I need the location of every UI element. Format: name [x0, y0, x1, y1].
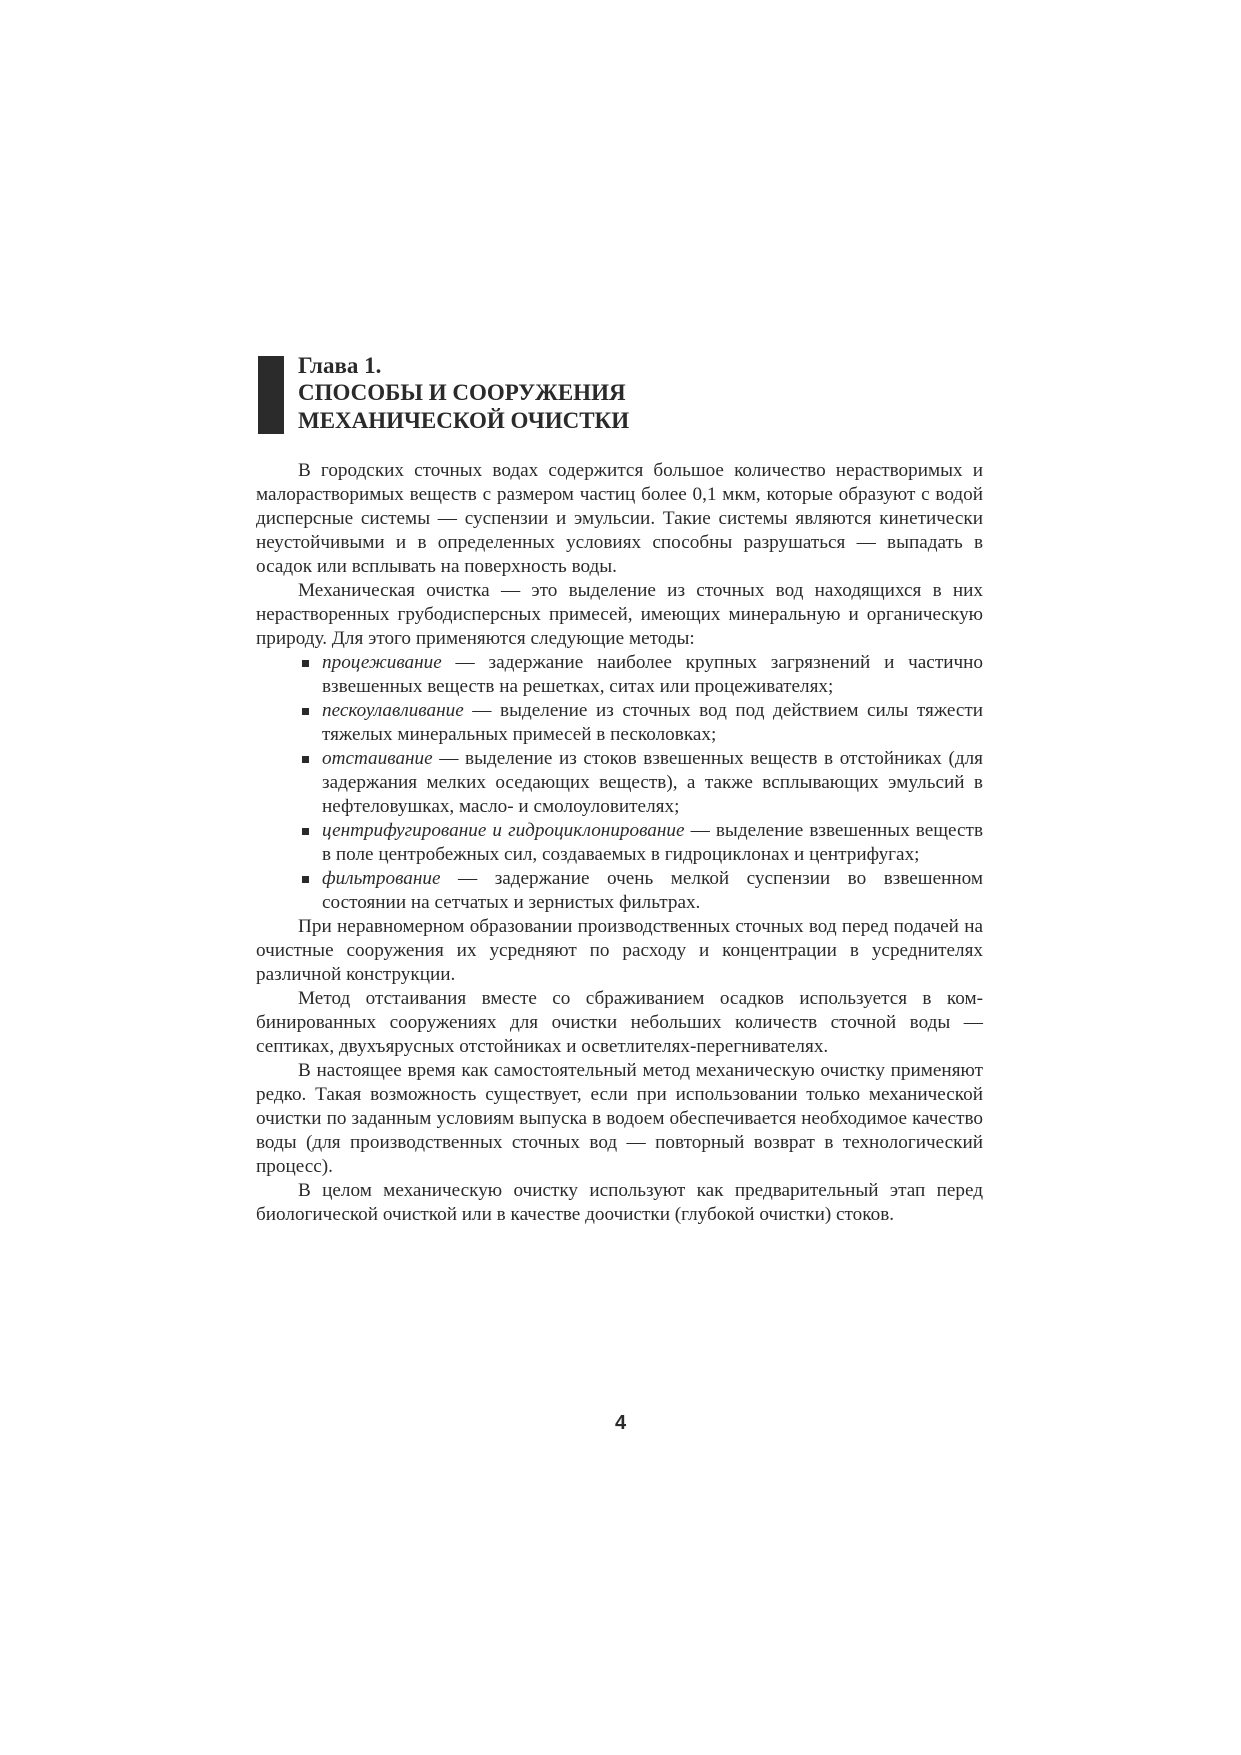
method-description: — выделение взвешенных веществ в поле центробежных сил, создаваемых в гидроциклонах и центрифугах; — [322, 820, 984, 865]
method-description: — выделение из сточных вод под действием силы тяжести тяжелых минеральных примесей в песколовках; — [322, 700, 983, 745]
paragraph-intro: В городских сточных водах содержится большое количество нерастворимых и малорастворимых веществ с размером частиц более 0,1 мкм, которые образуют с водой дисперсные системы — суспензии и эмульсии. Такие системы являются кинетически неустойчивыми и в определенных условиях способны разрушаться — выпадать в осадок или всплывать на поверхность воды. — [256, 460, 983, 577]
method-term: отстаивание — [322, 748, 433, 769]
chapter-heading — [298, 352, 978, 435]
chapter-body — [256, 459, 983, 1227]
method-item — [298, 867, 983, 915]
chapter-title-line-1: СПОСОБЫ И СООРУЖЕНИЯ — [298, 380, 626, 405]
chapter-title-line-2: МЕХАНИЧЕСКОЙ ОЧИСТКИ — [298, 408, 630, 433]
paragraph-equalization: При неравномерном образовании производственных сточных вод перед подачей на очистные сооружения их усредняют по расходу и концентрации в усреднителях различной конструкции. — [256, 916, 983, 985]
square-bullet-icon — [302, 876, 309, 883]
page-number: 4 — [614, 1412, 627, 1434]
square-bullet-icon — [302, 828, 309, 835]
chapter-number: Глава 1. — [298, 353, 382, 378]
chapter-marker-bar — [258, 356, 284, 434]
method-item — [298, 819, 983, 867]
method-term: процеживание — [322, 652, 442, 673]
square-bullet-icon — [302, 660, 309, 667]
method-description: — задержание очень мелкой суспензии во взвешенном состоянии на сетчатых и зернистых фильтрах. — [322, 868, 983, 913]
paragraph-conclusion: В целом механическую очистку используют как предварительный этап перед биологической очисткой или в качестве доочистки (глубокой очистки) стоков. — [256, 1180, 983, 1225]
method-description: — выделение из стоков взвешенных веществ в отстойниках (для задержания мелких оседающих веществ), а также всплывающих эмульсий в нефтеловушках, масло- и смолоуловителях; — [322, 748, 983, 817]
square-bullet-icon — [302, 756, 309, 763]
methods-list — [256, 651, 983, 915]
method-item — [298, 651, 983, 699]
method-term: центрифугирование и гидроциклонирование — [322, 820, 685, 841]
method-term: фильтрование — [322, 868, 441, 889]
method-term: пескоулавливание — [322, 700, 464, 721]
method-item — [298, 747, 983, 819]
paragraph-combined: Метод отстаивания вместе со сбраживанием осадков используется в комбинированных сооружениях для очистки небольших количеств сточной воды — септиках, двухъярусных отстойниках и осветлителях-перегнивателях. — [256, 988, 983, 1057]
method-item — [298, 699, 983, 747]
paragraph-definition: Механическая очистка — это выделение из сточных вод находящихся в них нерастворенных грубодисперсных примесей, имеющих минеральную и органическую природу. Для этого применяются следующие методы: — [256, 580, 983, 649]
method-description: — задержание наиболее крупных загрязнений и частично взвешенных веществ на решетках, ситах или процеживателях; — [322, 652, 983, 697]
square-bullet-icon — [302, 708, 309, 715]
paragraph-standalone: В настоящее время как самостоятельный метод механическую очистку применяют редко. Такая возможность существует, если при использовании только механической очистки по заданным условиям выпуска в водоем обеспечивается необходимое качество воды (для производственных сточных вод — повторный возврат в технологический процесс). — [256, 1060, 983, 1177]
